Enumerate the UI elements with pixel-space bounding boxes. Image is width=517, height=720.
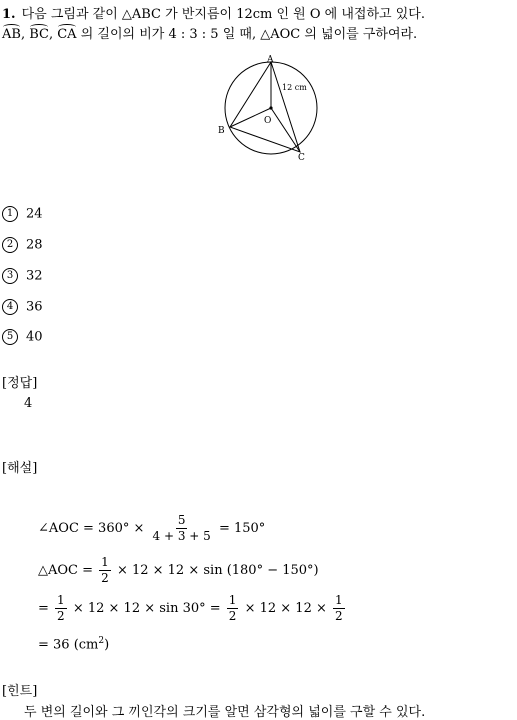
choice-3[interactable]: [2, 268, 43, 284]
choice-mark: 3: [2, 268, 18, 284]
label-o: O: [264, 116, 272, 126]
choice-mark: 5: [2, 329, 18, 345]
choice-mark: 4: [2, 299, 18, 315]
solution-line-4: [38, 636, 109, 652]
denominator: 2: [57, 609, 65, 623]
math-text: ∠AOC = 360° ×: [38, 521, 145, 536]
center-point: [269, 106, 272, 109]
choice-value: 28: [26, 237, 43, 253]
math-text: × 12 × 12 × sin 30° =: [72, 601, 221, 616]
label-b: B: [218, 126, 225, 136]
choice-4[interactable]: [2, 299, 43, 315]
label-a: A: [267, 55, 274, 65]
solution-line-2: [38, 555, 319, 586]
fraction: [227, 593, 239, 624]
solution-heading: [해설]: [2, 461, 38, 476]
math-text: = 150°: [218, 521, 266, 536]
fraction: [333, 593, 345, 624]
math-text: × 12 × 12 ×: [244, 601, 327, 616]
choice-value: 36: [26, 299, 43, 315]
math-text: =: [38, 601, 49, 616]
choice-value: 32: [26, 268, 43, 284]
question-line-1: [2, 3, 425, 22]
math-text: × 12 × 12 × sin (180° − 150°): [116, 563, 319, 578]
answer-value: 4: [24, 396, 33, 411]
separator: ,: [20, 27, 30, 42]
math-text: = 36 (cm: [38, 637, 99, 653]
question-number: 1.: [2, 7, 16, 22]
choice-value: 24: [26, 206, 43, 222]
question-text-2: 의 길이의 비가 4 : 3 : 5 일 때, △AOC 의 넓이를 구하여라.: [76, 27, 418, 42]
hint-text: 두 변의 길이와 그 끼인각의 크기를 알면 삼각형의 넓이를 구할 수 있다.: [24, 705, 426, 720]
radius-oc: [271, 108, 300, 152]
choice-2[interactable]: [2, 237, 43, 253]
arc-bc: BC: [29, 27, 49, 42]
choice-1[interactable]: [2, 206, 43, 222]
question-text: 다음 그림과 같이 △ABC 가 반지름이 12cm 인 원 O 에 내접하고 있다.: [21, 7, 425, 22]
denominator: 2: [335, 609, 343, 623]
denominator: 4 + 3 + 5: [152, 529, 211, 543]
choice-5[interactable]: [2, 329, 43, 345]
numerator: 1: [101, 555, 109, 569]
fraction: [55, 593, 67, 624]
numerator: 1: [228, 593, 237, 607]
separator: ,: [48, 27, 58, 42]
solution-line-1: [38, 513, 265, 544]
solution-line-3: [38, 593, 347, 624]
radius-label: 12 cm: [282, 83, 307, 92]
superscript: 2: [98, 636, 105, 646]
triangle-abc: [230, 62, 300, 152]
answer-heading: [정답]: [2, 376, 38, 391]
math-text: △AOC =: [38, 563, 94, 578]
choice-value: 40: [26, 329, 43, 345]
circle-figure: [214, 55, 324, 165]
math-text: ): [104, 637, 110, 653]
arc-ca: CA: [57, 27, 77, 42]
numerator: 1: [57, 593, 65, 607]
numerator: 5: [177, 513, 186, 527]
denominator: 2: [228, 609, 237, 623]
hint-heading: [힌트]: [2, 684, 38, 699]
question-line-2: [2, 23, 417, 42]
choice-mark: 2: [2, 237, 18, 253]
choice-mark: 1: [2, 206, 18, 222]
label-c: C: [298, 153, 305, 163]
fraction: [99, 555, 111, 586]
arc-ab: AB: [2, 27, 21, 42]
numerator: 1: [335, 593, 343, 607]
fraction: [151, 513, 213, 544]
denominator: 2: [101, 571, 109, 585]
